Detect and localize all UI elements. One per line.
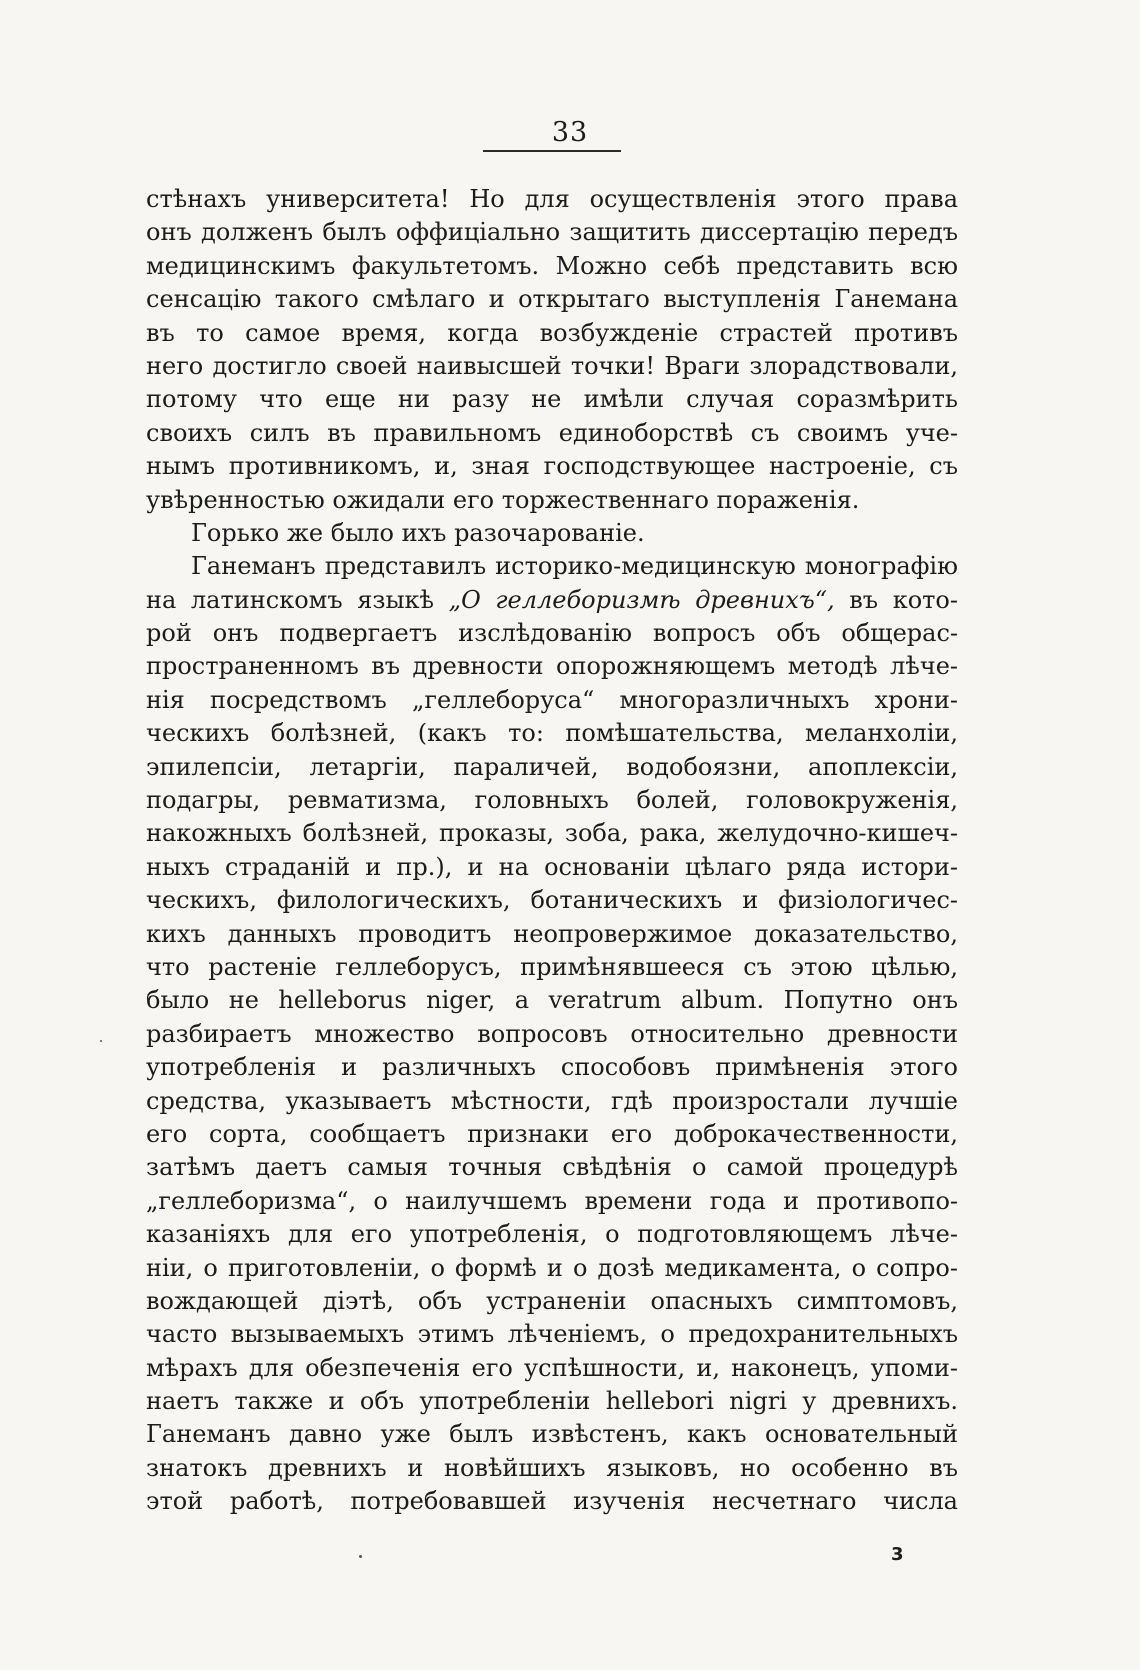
text-line: своихъ силъ въ правильномъ единоборствѣ съ своимъ уче- (146, 418, 958, 447)
text-line: наетъ также и объ употребленіи hellebori nigri у древнихъ. (146, 1387, 958, 1416)
page-number-rule (483, 150, 621, 152)
text-line: казаніяхъ для его употребленія, о подготовляющемъ лѣче- (146, 1220, 958, 1249)
text-line: потому что еще ни разу не имѣли случая соразмѣрить (146, 385, 958, 414)
text-line-with-title (146, 584, 958, 617)
text-line: что растеніе геллеборусъ, примѣнявшееся съ этою цѣлью, (146, 952, 958, 981)
text-line: средства, указываетъ мѣстности, гдѣ произростали лучшіе (146, 1086, 958, 1115)
text-line: „геллеборизма“, о наилучшемъ времени года и противопо- (146, 1186, 958, 1215)
text-line: въ то самое время, когда возбужденіе страстей противъ (146, 318, 958, 347)
text-line: подагры, ревматизма, головныхъ болей, головокруженія, (146, 786, 958, 815)
print-speck (100, 1040, 102, 1042)
text-segment: въ кото- (834, 585, 958, 614)
text-line: этой работѣ, потребовавшей изученія несчетнаго числа (146, 1487, 958, 1516)
text-line: него достигло своей наивысшей точки! Враги злорадствовали, (146, 351, 958, 380)
body-text (146, 183, 958, 1519)
text-line: разбираетъ множество вопросовъ относительно древности (146, 1019, 958, 1048)
text-line: вождающей діэтѣ, объ устраненіи опасныхъ симптомовъ, (146, 1286, 958, 1315)
text-line: его сорта, сообщаетъ признаки его доброкачественности, (146, 1119, 958, 1148)
text-line: рой онъ подвергаетъ изслѣдованію вопросъ объ общерас- (146, 619, 958, 648)
text-line: эпилепсіи, летаргіи, параличей, водобоязни, апоплексіи, (146, 752, 958, 781)
text-line: ческихъ, филологическихъ, ботаническихъ и физіологичес- (146, 886, 958, 915)
text-line: нымъ противникомъ, и, зная господствующее настроеніе, съ (146, 452, 958, 481)
text-line: мѣрахъ для обезпеченія его успѣшности, и, наконецъ, упоми- (146, 1353, 958, 1382)
text-line: нія посредствомъ „геллеборуса“ многоразличныхъ хрони- (146, 685, 958, 714)
text-line: ныхъ страданій и пр.), и на основаніи цѣлаго ряда истори- (146, 852, 958, 881)
text-line: употребленія и различныхъ способовъ примѣненія этого (146, 1053, 958, 1082)
page-number: 33 (551, 117, 589, 148)
text-line: часто вызываемыхъ этимъ лѣченіемъ, о предохранительныхъ (146, 1320, 958, 1349)
text-line: ніи, о приготовленіи, о формѣ и о дозѣ медикамента, о сопро- (146, 1253, 958, 1282)
text-line: Ганеманъ давно уже былъ извѣстенъ, какъ основательный (146, 1420, 958, 1449)
text-line: сенсацію такого смѣлаго и открытаго выступленія Ганемана (146, 285, 958, 314)
text-line: пространенномъ въ древности опорожняющемъ методѣ лѣче- (146, 652, 958, 681)
text-line: стѣнахъ университета! Но для осуществленія этого права (146, 185, 958, 213)
text-line: знатокъ древнихъ и новѣйшихъ языковъ, но особенно въ (146, 1453, 958, 1482)
text-line: ческихъ болѣзней, (какъ то: помѣшательства, меланхоліи, (146, 719, 958, 748)
book-title: „О геллеборизмѣ древнихъ“, (448, 585, 835, 614)
text-line: медицинскимъ факультетомъ. Можно себѣ представить всю (146, 251, 958, 280)
text-line: кихъ данныхъ проводитъ неопровержимое доказательство, (146, 919, 958, 948)
text-line: Ганеманъ представилъ историко-медицинскую монографію (191, 552, 958, 581)
text-segment: на латинскомъ языкѣ (146, 585, 449, 614)
text-line: затѣмъ даетъ самыя точныя свѣдѣнія о самой процедурѣ (146, 1153, 958, 1182)
text-line: было не helleborus niger, a veratrum album. Попутно онъ (146, 986, 958, 1015)
text-line: онъ долженъ былъ оффиціально защитить диссертацію передъ (146, 218, 958, 247)
text-line: накожныхъ болѣзней, проказы, зоба, рака, желудочно-кишеч- (146, 819, 958, 848)
print-speck (359, 1555, 362, 1558)
text-line: Горько же было ихъ разочарованіе. (191, 518, 645, 547)
signature-mark: 3 (891, 1544, 904, 1565)
text-line: увѣренностью ожидали его торжественнаго пораженія. (146, 485, 860, 514)
